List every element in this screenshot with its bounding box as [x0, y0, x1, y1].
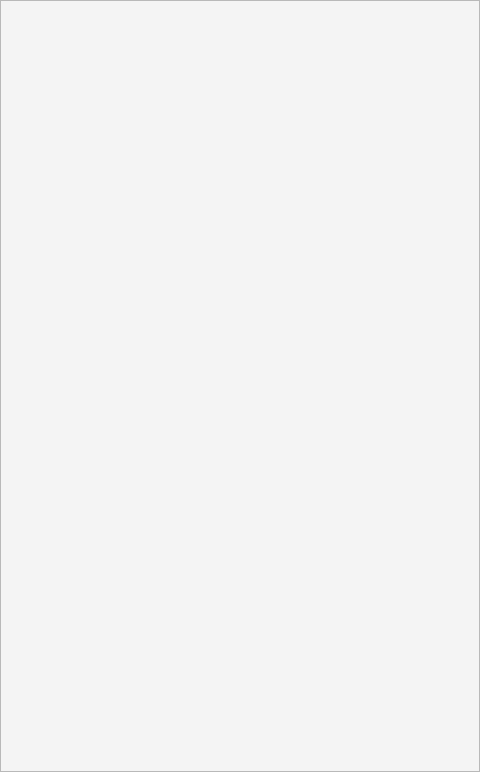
bar-plot [0, 0, 480, 330]
